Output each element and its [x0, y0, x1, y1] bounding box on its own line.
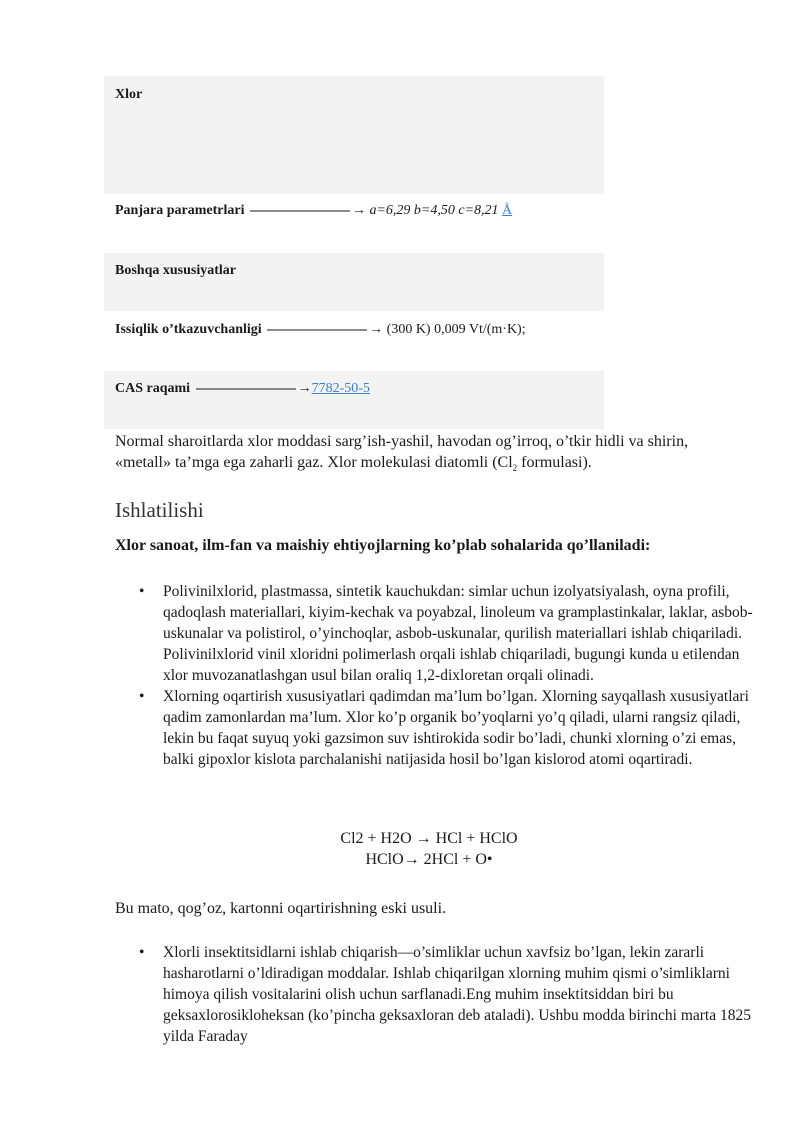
bullet-icon: • [139, 583, 145, 600]
formula-line-1: Cl2 + H2O → HCl + HClO [340, 830, 518, 847]
formula-line-2: HClO→ 2HCl + O• [365, 851, 493, 868]
table-label-xlor: Xlor [115, 87, 143, 102]
arrow-line-icon [194, 385, 298, 393]
arrow-line-icon [248, 207, 352, 215]
list-item: • Polivinilxlorid, plastmassa, sintetik kauchukdan: simlar uchun izolyatsiyalash, oyna profili, qadoqlash materiallari, kiyim-kechak va poyabzal, linoleum va gramplastinkalar, laklar, asbob-uskunalar va polistirol, o’yinchoqlar, asbob-uskunalar, qurilish materiallari ishlab chiqariladi. Polivinilxlorid vinil xloridni polimerlash orqali ishlab chiqariladi, bugungi kunda u etilendan xlor muvozanatlashgan usul bilan oraliq 1,2-dixloretan orqali olinadi. [139, 583, 753, 684]
list-item: • Xlorli insektitsidlarni ishlab chiqarish—o’simliklar uchun xavfsiz bo’lgan, lekin zararli hasharotlarni o’ldiradigan moddalar. Ishlab chiqarilgan xlorning muhim qismi o’simliklarni himoya qilish vositalarini olish uchun sarflanadi.Eng muhim insektitsiddan biri bu geksaxlorosikloheksan (ko’pincha geksaxloran deb ataladi). Ushbu modda birinchi marta 1825 yilda Faraday [139, 944, 751, 1045]
arrow-icon: → [297, 381, 312, 396]
cas-label: CAS raqami [115, 381, 191, 396]
arrow-icon: → [369, 322, 384, 337]
thermal-value: (300 K) 0,009 Vt/(m·K); [386, 322, 526, 337]
lattice-label: Panjara parametrlari [115, 203, 245, 218]
thermal-label: Issiqlik o’tkazuvchanligi [115, 322, 262, 337]
section-lead: Xlor sanoat, ilm-fan va maishiy ehtiyojlarning ko’plab sohalarida qo’llaniladi: [115, 537, 651, 554]
uses-list-1 [115, 581, 755, 770]
cas-number-link[interactable]: 7782-50-5 [311, 381, 370, 396]
uses-list-2 [115, 942, 755, 1047]
bullet-icon: • [139, 688, 145, 705]
arrow-icon: → [351, 203, 366, 218]
bullet-icon: • [139, 944, 145, 961]
lattice-value: a=6,29 b=4,50 c=8,21 [369, 203, 499, 218]
angstrom-link[interactable]: Å [502, 203, 513, 218]
table-cell-xlor-bg [104, 76, 604, 194]
table-label-other: Boshqa xususiyatlar [115, 263, 236, 278]
intro-paragraph: Normal sharoitlarda xlor moddasi sarg’ish-yashil, havodan og’irroq, o’tkir hidli va shirin, «metall» ta’mga ega zaharli gaz. Xlor molekulasi diatomli ($Cl_2$ formulasi). [115, 433, 689, 474]
table-cell-cas-bg [104, 371, 604, 429]
after-formula-paragraph: Bu mato, qog’oz, kartonni oqartirishning eski usuli. [115, 900, 447, 917]
table-row-thermal [115, 322, 526, 338]
list-item: • Xlorning oqartirish xususiyatlari qadimdan ma’lum bo’lgan. Xlorning sayqallash xususiyatlari qadim zamonlardan ma’lum. Xlor ko’p organik bo’yoqlarni yo’q qiladi, ularni rangsiz qiladi, lekin bu faqat suyuq yoki gazsimon suv ishtirokida sodir bo’ladi, chunki xlorning o’zi emas, balki gipoxlor kislota parchalanishi natijasida hosil bo’lgan kislorod atomi oqartiradi. [139, 688, 749, 768]
table-cell-other-bg [104, 253, 604, 311]
table-row-lattice [115, 203, 512, 219]
arrow-line-icon [265, 326, 369, 334]
section-heading: Ishlatilishi [115, 498, 204, 522]
table-row-cas [115, 381, 370, 397]
